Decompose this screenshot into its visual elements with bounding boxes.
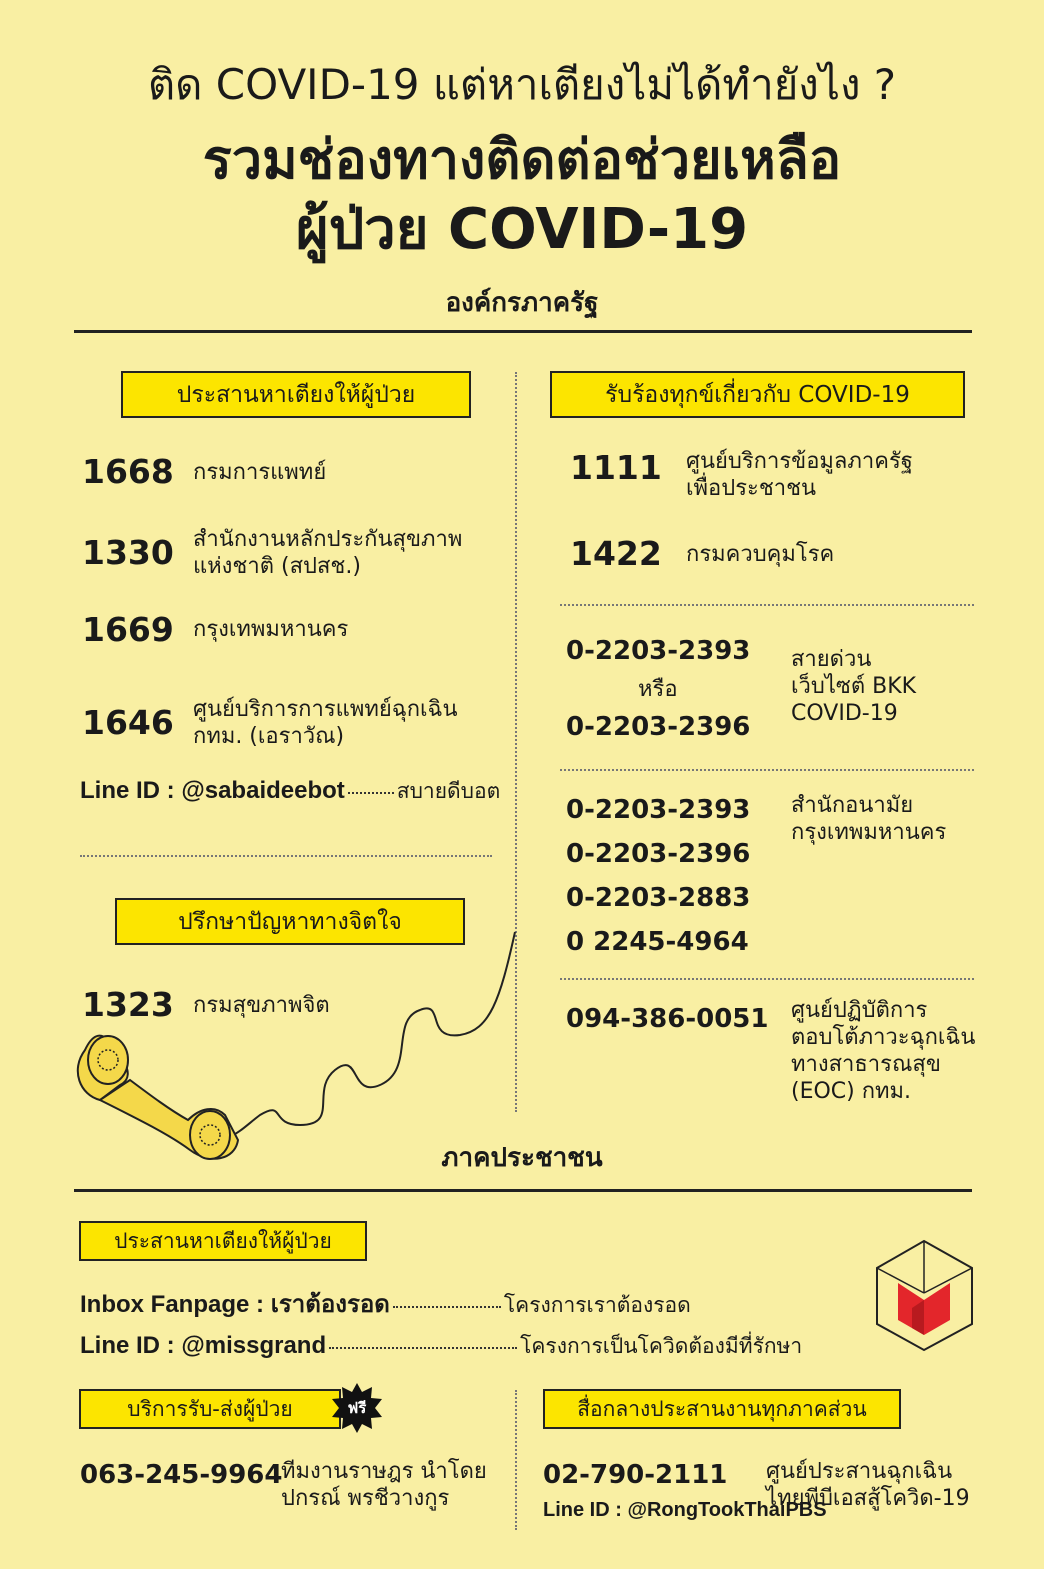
hotline-desc: ทางสาธารณสุข: [791, 1052, 941, 1077]
government-heading: องค์กรภาครัฐ: [445, 288, 599, 318]
hotline-number: 063-245-9964: [80, 1460, 283, 1490]
hotline-desc: ศูนย์ประสานฉุกเฉิน: [766, 1459, 953, 1484]
hotline-number: 0-2203-2393: [566, 795, 751, 825]
complaints-label: รับร้องทุกข์เกี่ยวกับ COVID-19: [550, 371, 965, 418]
or-text: หรือ: [638, 677, 678, 702]
hotline-desc: สายด่วน: [791, 647, 872, 672]
media-label: สื่อกลางประสานงานทุกภาคส่วน: [543, 1389, 901, 1429]
transport-label: บริการรับ-ส่งผู้ป่วย: [79, 1389, 341, 1429]
divider: [560, 978, 974, 980]
divider: [560, 769, 974, 771]
logo-icon: [872, 1238, 977, 1353]
title-sub: ผู้ป่วย COVID-19: [295, 197, 749, 262]
divider: [74, 1189, 972, 1192]
hotline-desc: (EOC) กทม.: [791, 1079, 912, 1104]
hotline-number: 0-2203-2883: [566, 883, 751, 913]
hotline-number: 0 2245-4964: [566, 927, 749, 957]
hotline-number: 0-2203-2396: [566, 712, 751, 742]
hotline-desc: เว็บไซต์ BKK: [791, 674, 917, 699]
hotline-desc: COVID-19: [791, 701, 898, 726]
hotline-desc: กรมควบคุมโรค: [686, 542, 835, 567]
hotline-desc: สำนักงานหลักประกันสุขภาพ: [193, 527, 463, 552]
hotline-desc: สำนักอนามัย: [791, 793, 914, 818]
column-divider: [515, 1390, 517, 1530]
missgrand-project: โครงการเป็นโควิดต้องมีที่รักษา: [520, 1334, 803, 1358]
mental-label: ปรึกษาปัญหาทางจิตใจ: [115, 898, 465, 945]
hotline-desc: ทีมงานราษฎร นำโดย: [281, 1459, 487, 1484]
fanpage-name: เราต้องรอด: [270, 1291, 390, 1318]
hotline-number: 1330: [82, 533, 174, 572]
hotline-desc: ปกรณ์ พรชีวางกูร: [281, 1486, 450, 1511]
hotline-number: 02-790-2111: [543, 1460, 728, 1490]
private-heading: ภาคประชาชน: [441, 1143, 603, 1173]
fanpage-row: [80, 1284, 691, 1323]
line-id-name: สบายดีบอต: [396, 779, 501, 803]
hotline-desc: ไทยพีบีเอสสู้โควิด-19: [766, 1486, 970, 1511]
private-beds-label: ประสานหาเตียงให้ผู้ป่วย: [79, 1221, 367, 1261]
divider: [560, 604, 974, 606]
hotline-desc: กรุงเทพมหานคร: [791, 820, 947, 845]
hotline-desc: กรมสุขภาพจิต: [193, 993, 330, 1018]
title-question: ติด COVID-19 แต่หาเตียงไม่ได้ทำยังไง ?: [147, 60, 897, 109]
hotline-desc: ศูนย์ปฏิบัติการ: [791, 998, 928, 1023]
hotline-number: 0-2203-2396: [566, 839, 751, 869]
hotline-desc: เพื่อประชาชน: [686, 476, 817, 501]
free-badge: ฟรี: [347, 1399, 367, 1417]
missgrand-row: [80, 1330, 802, 1363]
hotline-desc: กทม. (เอราวัณ): [193, 724, 345, 749]
fanpage-project: โครงการเราต้องรอด: [503, 1293, 691, 1317]
line-id: Line ID : @sabaideebot: [80, 777, 345, 804]
hotline-desc: แห่งชาติ (สปสช.): [193, 554, 361, 579]
hotline-number: 1669: [82, 610, 174, 649]
hotline-number: 1668: [82, 452, 174, 491]
hotline-desc: กรมการแพทย์: [193, 460, 327, 485]
missgrand-line-id: Line ID : @missgrand: [80, 1332, 327, 1359]
beds-label: ประสานหาเตียงให้ผู้ป่วย: [121, 371, 471, 418]
divider: [74, 330, 972, 333]
hotline-number: 1422: [570, 534, 662, 573]
hotline-desc: ศูนย์บริการการแพทย์ฉุกเฉิน: [193, 697, 458, 722]
hotline-number: 0-2203-2393: [566, 636, 751, 666]
hotline-number: 1646: [82, 703, 174, 742]
fanpage-prefix: Inbox Fanpage :: [80, 1291, 271, 1318]
hotline-number: 1111: [570, 448, 662, 487]
hotline-number: 1323: [82, 985, 174, 1024]
divider: [80, 855, 492, 857]
hotline-desc: กรุงเทพมหานคร: [193, 617, 349, 642]
hotline-desc: ศูนย์บริการข้อมูลภาครัฐ: [686, 449, 913, 474]
line-id-row: [80, 775, 500, 808]
title-main: รวมช่องทางติดต่อช่วยเหลือ: [202, 128, 842, 191]
media-line-id: Line ID : @RongTookThaiPBS: [543, 1499, 827, 1521]
telephone-icon: [60, 920, 530, 1170]
hotline-number: 094-386-0051: [566, 1004, 769, 1034]
hotline-desc: ตอบโต้ภาวะฉุกเฉิน: [791, 1025, 976, 1050]
